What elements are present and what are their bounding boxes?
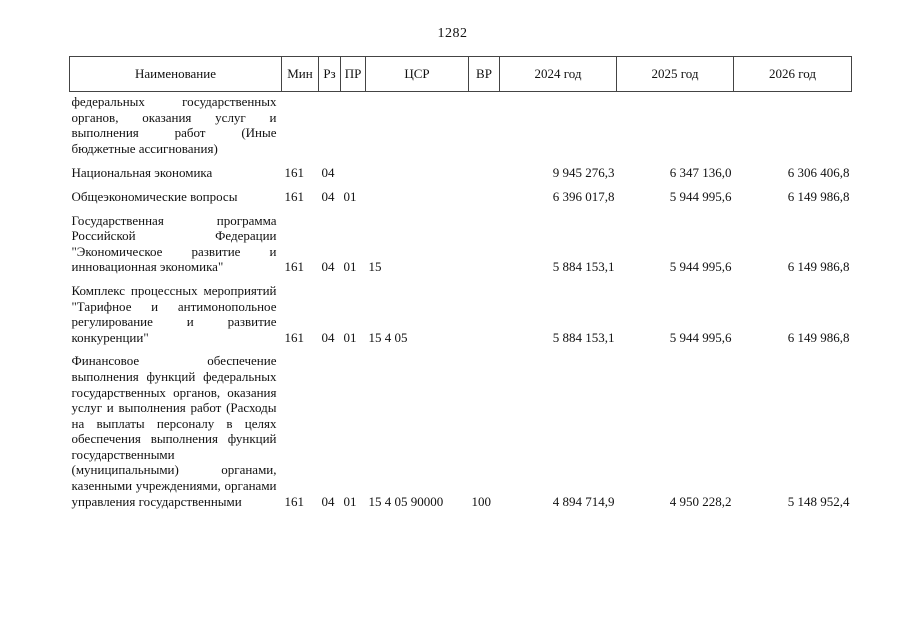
row-min: 161 xyxy=(284,493,304,509)
header-vr: ВР xyxy=(469,57,500,92)
row-vr xyxy=(469,92,500,161)
row-vr xyxy=(469,184,500,208)
row-name: федеральных государственных органов, оказания услуг и выполнения работ (Иные бюджетные ассигнования) xyxy=(71,94,277,156)
row-2026: 6 149 986,8 xyxy=(787,188,850,204)
row-pr: 01 xyxy=(343,259,357,275)
row-pr xyxy=(341,92,366,161)
row-pr xyxy=(341,160,366,184)
header-2026: 2026 год xyxy=(734,57,852,92)
header-2025: 2025 год xyxy=(617,57,734,92)
row-rz: 04 xyxy=(321,329,335,345)
row-rz: 04 xyxy=(321,188,335,204)
row-vr: 100 xyxy=(471,493,491,509)
row-rz: 04 xyxy=(321,259,335,275)
header-row xyxy=(70,57,852,92)
table-row xyxy=(70,278,852,348)
row-2026: 6 149 986,8 xyxy=(787,259,850,275)
row-2024: 6 396 017,8 xyxy=(552,188,615,204)
header-min: Мин xyxy=(282,57,319,92)
row-min: 161 xyxy=(284,329,304,345)
header-2024: 2024 год xyxy=(500,57,617,92)
row-name: Финансовое обеспечение выполнения функций федеральных государственных органов, оказания услуг и выполнения работ (Расходы на выплаты персоналу в целях обеспечения выполнения функций государственными (муниципальными) органами, казенными учреждениями, органами управления государственными xyxy=(71,353,277,509)
row-2024: 5 884 153,1 xyxy=(552,329,615,345)
row-pr: 01 xyxy=(343,329,357,345)
page-number: 1282 xyxy=(437,26,468,41)
row-name: Государственная программа Российской Федерации "Экономическое развитие и инновационная экономика" xyxy=(71,212,277,275)
header-csr: ЦСР xyxy=(366,57,469,92)
row-2025 xyxy=(617,92,734,161)
row-2025: 5 944 995,6 xyxy=(669,329,732,345)
row-2025: 4 950 228,2 xyxy=(669,493,732,509)
row-2025: 6 347 136,0 xyxy=(669,165,732,181)
table-row xyxy=(70,160,852,184)
row-rz: 04 xyxy=(321,165,335,181)
row-csr xyxy=(366,184,469,208)
row-vr xyxy=(469,278,500,348)
row-min: 161 xyxy=(284,259,304,275)
row-2026: 5 148 952,4 xyxy=(787,493,850,509)
row-2026: 6 306 406,8 xyxy=(787,165,850,181)
row-pr: 01 xyxy=(343,188,357,204)
row-2024: 4 894 714,9 xyxy=(552,493,615,509)
row-csr: 15 4 05 xyxy=(368,329,408,345)
row-csr xyxy=(366,92,469,161)
row-min: 161 xyxy=(284,188,304,204)
row-csr xyxy=(366,160,469,184)
row-name: Общеэкономические вопросы xyxy=(71,188,238,204)
row-2024: 9 945 276,3 xyxy=(552,165,615,181)
table-row xyxy=(70,92,852,161)
row-min: 161 xyxy=(284,165,304,181)
row-vr xyxy=(469,208,500,278)
header-name: Наименование xyxy=(70,57,282,92)
budget-table xyxy=(69,56,852,512)
row-2024 xyxy=(500,92,617,161)
table-row xyxy=(70,184,852,208)
row-2025: 5 944 995,6 xyxy=(669,188,732,204)
row-rz: 04 xyxy=(321,493,335,509)
row-csr: 15 xyxy=(368,259,382,275)
row-2026 xyxy=(734,92,852,161)
row-min xyxy=(282,92,319,161)
row-name: Национальная экономика xyxy=(71,165,213,181)
row-2026: 6 149 986,8 xyxy=(787,329,850,345)
row-2025: 5 944 995,6 xyxy=(669,259,732,275)
row-2024: 5 884 153,1 xyxy=(552,259,615,275)
row-name: Комплекс процессных мероприятий "Тарифное и антимонопольное регулирование и развитие конкуренции" xyxy=(71,282,277,345)
row-vr xyxy=(469,160,500,184)
table-row xyxy=(70,208,852,278)
row-pr: 01 xyxy=(343,493,357,509)
table-row xyxy=(70,348,852,512)
row-rz xyxy=(319,92,341,161)
header-pr: ПР xyxy=(341,57,366,92)
row-csr: 15 4 05 90000 xyxy=(368,493,444,509)
header-rz: Рз xyxy=(319,57,341,92)
